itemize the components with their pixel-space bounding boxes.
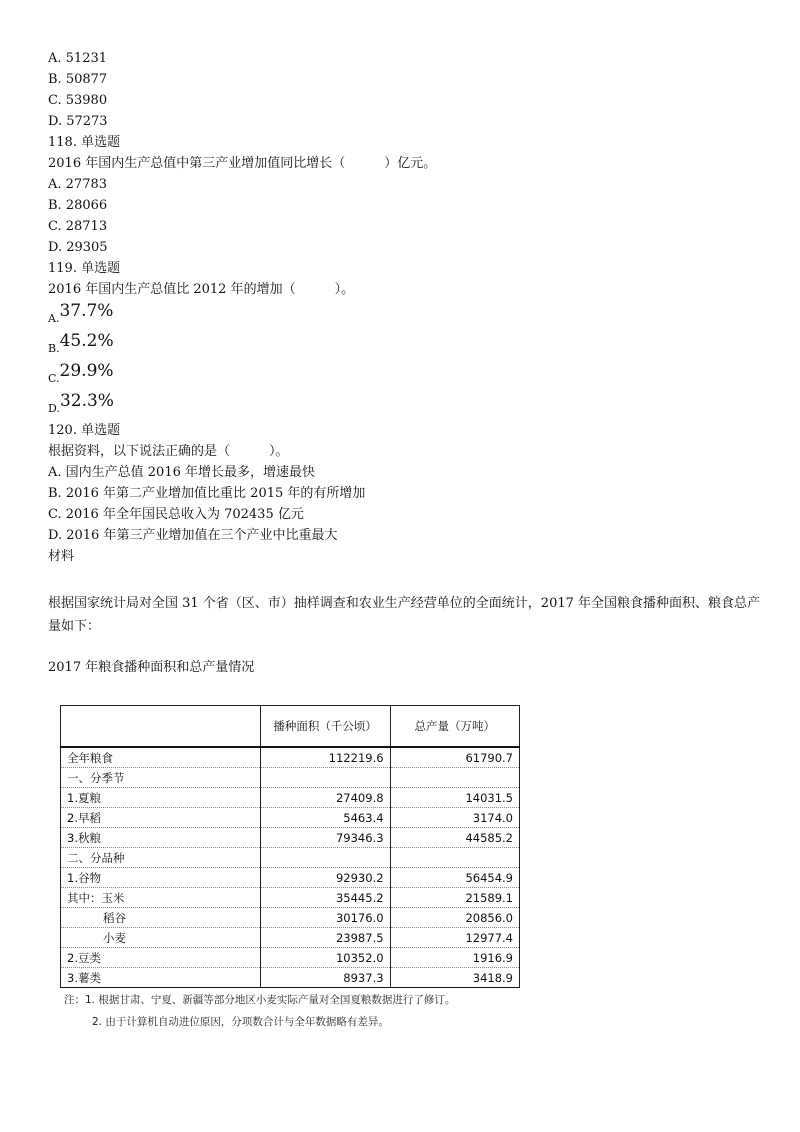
q118-option-a[interactable]: A. 27783 bbox=[48, 177, 108, 192]
cell-output: 21589.1 bbox=[390, 888, 519, 908]
cell-output bbox=[390, 768, 519, 788]
q119-stem: 2016 年国内生产总值比 2012 年的增加（ ）。 bbox=[48, 282, 355, 297]
cell-category: 稻谷 bbox=[61, 908, 261, 928]
table-row bbox=[61, 968, 520, 988]
cell-output bbox=[390, 848, 519, 868]
cell-area: 30176.0 bbox=[260, 908, 390, 928]
cell-area: 8937.3 bbox=[260, 968, 390, 988]
table-note-2: 2. 由于计算机自动进位原因，分项数合计与全年数据略有差异。 bbox=[92, 1016, 389, 1028]
q119-option-c[interactable] bbox=[48, 361, 114, 385]
q119-option-d[interactable] bbox=[48, 391, 114, 415]
table-row bbox=[61, 768, 520, 788]
material-label: 材料 bbox=[48, 549, 75, 564]
q119-option-d-value: 32.3% bbox=[59, 391, 114, 411]
cell-output: 44585.2 bbox=[390, 828, 519, 848]
q119-option-b-value: 45.2% bbox=[59, 331, 114, 351]
q120-option-b[interactable]: B. 2016 年第二产业增加值比重比 2015 年的有所增加 bbox=[48, 486, 366, 501]
table-row bbox=[61, 928, 520, 948]
q119-option-c-value: 29.9% bbox=[59, 361, 114, 381]
q118-header: 118. 单选题 bbox=[48, 135, 121, 150]
cell-category: 小麦 bbox=[61, 928, 261, 948]
q120-stem: 根据资料，以下说法正确的是（ ）。 bbox=[48, 444, 289, 459]
q117-option-b[interactable]: B. 50877 bbox=[48, 72, 108, 87]
cell-output: 14031.5 bbox=[390, 788, 519, 808]
table-row bbox=[61, 808, 520, 828]
cell-area: 5463.4 bbox=[260, 808, 390, 828]
cell-area: 35445.2 bbox=[260, 888, 390, 908]
header-category bbox=[61, 706, 261, 748]
cell-category: 1.夏粮 bbox=[61, 788, 261, 808]
cell-category: 一、分季节 bbox=[61, 768, 261, 788]
header-output: 总产量（万吨） bbox=[390, 706, 519, 748]
cell-output: 61790.7 bbox=[390, 747, 519, 768]
cell-category: 2.早稻 bbox=[61, 808, 261, 828]
q117-option-a[interactable]: A. 51231 bbox=[48, 51, 108, 66]
q119-option-a-letter: A. bbox=[48, 312, 60, 325]
table-row bbox=[61, 948, 520, 968]
q119-header: 119. 单选题 bbox=[48, 261, 121, 276]
q119-option-a-value: 37.7% bbox=[59, 301, 114, 321]
cell-area bbox=[260, 768, 390, 788]
table-row bbox=[61, 888, 520, 908]
table-header-row bbox=[61, 706, 520, 748]
grain-table bbox=[60, 705, 520, 988]
cell-output: 56454.9 bbox=[390, 868, 519, 888]
q120-header: 120. 单选题 bbox=[48, 423, 121, 438]
cell-area: 23987.5 bbox=[260, 928, 390, 948]
cell-area: 79346.3 bbox=[260, 828, 390, 848]
cell-category: 3.秋粮 bbox=[61, 828, 261, 848]
cell-area: 10352.0 bbox=[260, 948, 390, 968]
cell-output: 20856.0 bbox=[390, 908, 519, 928]
q118-option-c[interactable]: C. 28713 bbox=[48, 219, 108, 234]
cell-category: 其中：玉米 bbox=[61, 888, 261, 908]
q119-option-c-letter: C. bbox=[48, 372, 60, 385]
table-row bbox=[61, 828, 520, 848]
table-row bbox=[61, 848, 520, 868]
material-text: 根据国家统计局对全国 31 个省（区、市）抽样调查和农业生产经营单位的全面统计，2017 年全国粮食播种面积、粮食总产量如下： bbox=[48, 596, 761, 634]
q117-option-c[interactable]: C. 53980 bbox=[48, 93, 108, 108]
q118-stem: 2016 年国内生产总值中第三产业增加值同比增长（ ）亿元。 bbox=[48, 156, 437, 171]
cell-category: 1.谷物 bbox=[61, 868, 261, 888]
cell-category: 2.豆类 bbox=[61, 948, 261, 968]
cell-area: 112219.6 bbox=[260, 747, 390, 768]
q117-option-d[interactable]: D. 57273 bbox=[48, 114, 108, 129]
cell-output: 12977.4 bbox=[390, 928, 519, 948]
table-body bbox=[61, 747, 520, 988]
cell-output: 1916.9 bbox=[390, 948, 519, 968]
cell-category: 全年粮食 bbox=[61, 747, 261, 768]
q119-option-b[interactable] bbox=[48, 331, 114, 355]
header-area: 播种面积（千公顷） bbox=[260, 706, 390, 748]
cell-output: 3418.9 bbox=[390, 968, 519, 988]
table-row bbox=[61, 908, 520, 928]
cell-category: 3.薯类 bbox=[61, 968, 261, 988]
table-note-1: 注：1. 根据甘肃、宁夏、新疆等部分地区小麦实际产量对全国夏粮数据进行了修订。 bbox=[64, 994, 456, 1006]
q119-option-a[interactable] bbox=[48, 301, 113, 325]
q118-option-d[interactable]: D. 29305 bbox=[48, 240, 108, 255]
table-row bbox=[61, 747, 520, 768]
cell-output: 3174.0 bbox=[390, 808, 519, 828]
q118-option-b[interactable]: B. 28066 bbox=[48, 198, 108, 213]
grain-table-wrapper bbox=[60, 705, 520, 988]
table-title: 2017 年粮食播种面积和总产量情况 bbox=[48, 660, 255, 675]
q119-option-d-letter: D. bbox=[48, 402, 60, 415]
q120-option-c[interactable]: C. 2016 年全年国民总收入为 702435 亿元 bbox=[48, 507, 304, 522]
cell-area: 92930.2 bbox=[260, 868, 390, 888]
cell-area: 27409.8 bbox=[260, 788, 390, 808]
q120-option-a[interactable]: A. 国内生产总值 2016 年增长最多，增速最快 bbox=[48, 465, 316, 480]
q120-option-d[interactable]: D. 2016 年第三产业增加值在三个产业中比重最大 bbox=[48, 528, 338, 543]
cell-area bbox=[260, 848, 390, 868]
table-row bbox=[61, 868, 520, 888]
table-row bbox=[61, 788, 520, 808]
q119-option-b-letter: B. bbox=[48, 342, 60, 355]
cell-category: 二、分品种 bbox=[61, 848, 261, 868]
